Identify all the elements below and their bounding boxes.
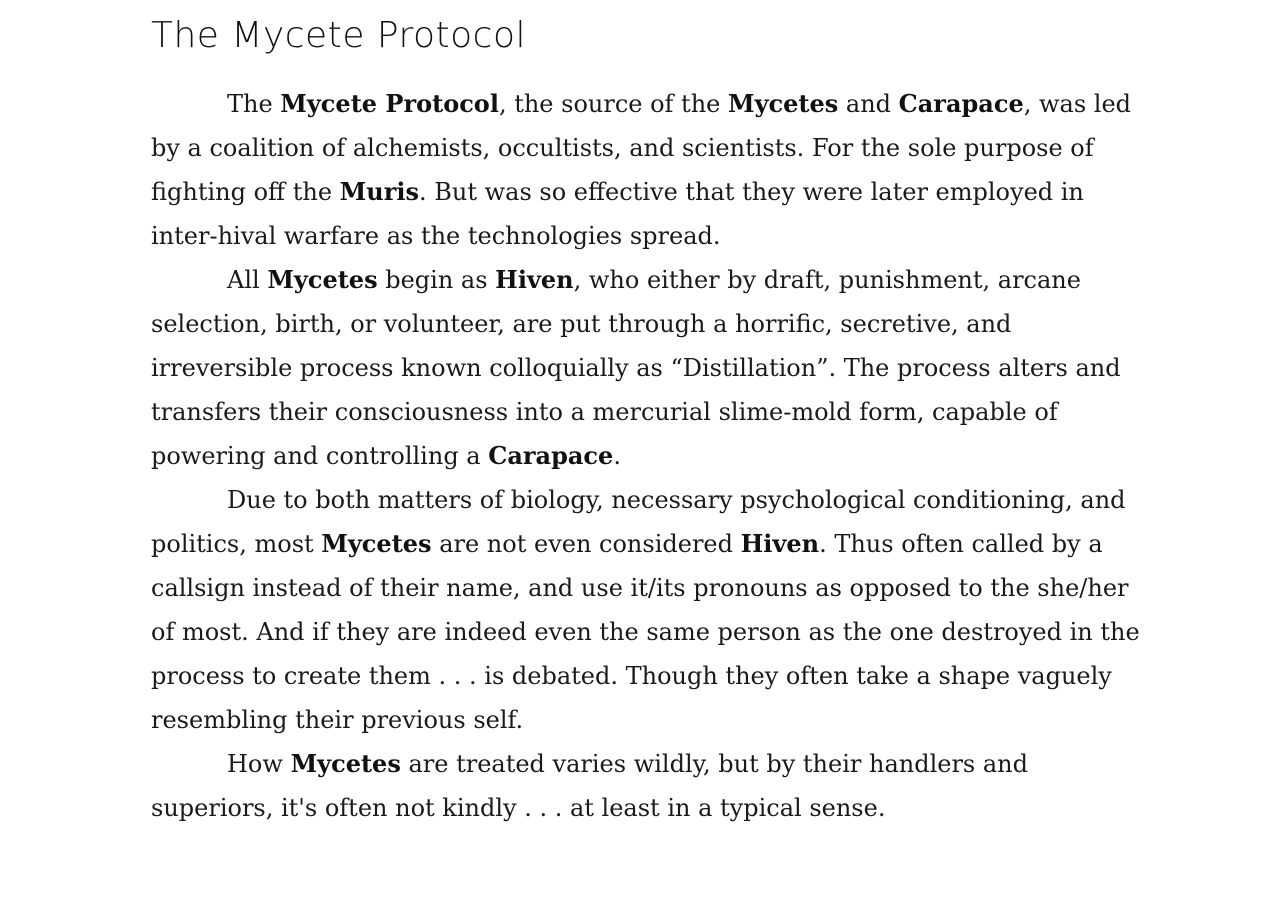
bold-term: Carapace	[898, 89, 1024, 118]
bold-term: Carapace	[488, 441, 614, 470]
paragraph-text: All	[227, 266, 268, 294]
bold-term: Mycetes	[728, 89, 839, 118]
paragraph-text: are not even considered	[431, 530, 741, 558]
paragraph-3	[151, 478, 1141, 742]
paragraph-text: are treated varies wildly, but by their handlers and superiors, it's often not kindly . . . at least in a typical sense.	[151, 750, 1029, 822]
page-title: The Mycete Protocol	[151, 15, 526, 56]
paragraph-4	[151, 742, 1141, 830]
bold-term: Mycetes	[267, 265, 378, 294]
paragraph-text: begin as	[377, 266, 496, 294]
bold-term: Mycetes	[321, 529, 432, 558]
bold-term: Mycete Protocol	[280, 89, 499, 118]
bold-term: Hiven	[740, 529, 820, 558]
paragraph-text: How	[227, 750, 291, 778]
document-body	[151, 82, 1141, 830]
paragraph-text: The	[227, 90, 281, 118]
paragraph-text: Due to both matters of biology, necessary psychological conditioning, and politics, most	[151, 486, 1126, 558]
paragraph-1	[151, 82, 1141, 258]
paragraph-text: . Thus often called by a callsign instead of their name, and use it/its pronouns as opposed to the she/her of most. And if they are indeed even the same person as the one destroyed in the process to create them . . . is debated. Though they often take a shape vaguely resembling their previous self.	[151, 530, 1140, 734]
bold-term: Muris	[339, 177, 419, 206]
paragraph-text: , was led by a coalition of alchemists, occultists, and scientists. For the sole purpose of fighting off the	[151, 90, 1132, 206]
paragraph-text: .	[613, 442, 621, 470]
document-page	[151, 0, 1141, 830]
paragraph-text: and	[838, 90, 899, 118]
bold-term: Hiven	[495, 265, 574, 294]
paragraph-text: , the source of the	[498, 90, 728, 118]
paragraph-text: . But was so effective that they were later employed in inter-hival warfare as the technologies spread.	[151, 178, 1084, 250]
paragraph-text: , who either by draft, punishment, arcane selection, birth, or volunteer, are put through a horrific, secretive, and irreversible process known colloquially as “Distillation”. The process alters and transfers their consciousness into a mercurial slime-mold form, capable of powering and controlling a	[151, 266, 1121, 470]
paragraph-2	[151, 258, 1141, 478]
bold-term: Mycetes	[290, 749, 401, 778]
